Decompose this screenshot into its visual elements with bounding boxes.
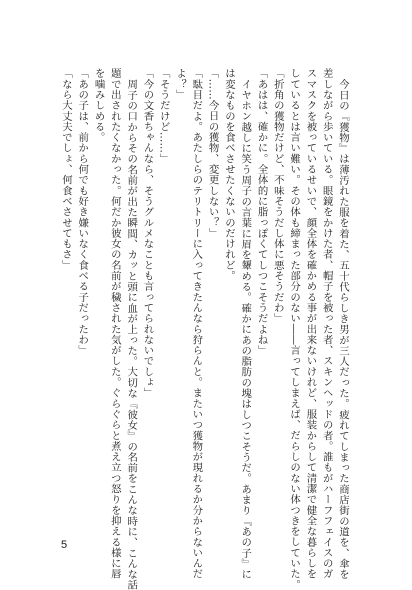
dialogue-line: 「……今日の獲物、変更しない？」 xyxy=(206,68,219,239)
body-line: しているとは言い難い。その体も締まった部分のない――言ってしまえば、だらしのない体つきをしていた。 xyxy=(288,68,301,590)
body-line: 題で出されたくなかった。何だか彼女の名前が穢された気がした。ぐらぐらと煮え立つ怒りを抑える様に唇 xyxy=(108,68,121,580)
dialogue-line: 「あはは、確かに。全体的に脂っぽくてしつこそうだよね」 xyxy=(255,68,268,356)
vertical-text-block xyxy=(58,68,351,590)
body-line: 周子の口からその名前が出た瞬間、カッと頭に血が上った。大切な『彼女』の名前をこんな時に、こんな話 xyxy=(125,79,138,590)
dialogue-line: 「今の文香ちゃんなら、そうグルメなことも言ってられないでしょ」 xyxy=(141,68,154,399)
dialogue-line: 「駄目だよ。あたしらのテリトリーに入ってきたんなら狩らんと。またいつ獲物が現れるか分からないんだ xyxy=(190,68,203,580)
page-number: 5 xyxy=(61,539,68,551)
body-line: は変なものを食べさせたくないのだけれど。 xyxy=(222,68,235,281)
body-line: 差しながら歩いている。眼鏡をかけた者、帽子を被った者、スキンヘッドの者。誰もがハーフフェイスのガ xyxy=(320,68,333,580)
dialogue-line: 「折角の獲物だけど、不味そうだし体に悪そうだわ」 xyxy=(271,68,284,324)
body-line: を噛みしめる。 xyxy=(92,68,105,143)
body-line: イヤホン越しに笑う周子の言葉に眉を顰める。確かにあの脂肪の塊はしつこそうだ。あまり『あの子』に xyxy=(239,79,252,580)
dialogue-line: よ？」 xyxy=(174,68,187,100)
body-line: スマスクを被っているせいで、顔全体を確かめる事が出来ないけれど、服装からして清潔で健全な暮らしを xyxy=(304,68,317,580)
body-line: 今日の『獲物』は薄汚れた服を着た、五十代らしき男が三人だった。疲れてしまった商店街の道を、傘を xyxy=(337,79,349,580)
dialogue-line: 「なら大丈夫でしょ、何食べさせてもさ」 xyxy=(59,68,72,271)
dialogue-line: 「そうだけど……」 xyxy=(157,68,170,164)
dialogue-line: 「あの子は、前から何でも好き嫌いなく食べる子だったわ」 xyxy=(76,68,89,356)
